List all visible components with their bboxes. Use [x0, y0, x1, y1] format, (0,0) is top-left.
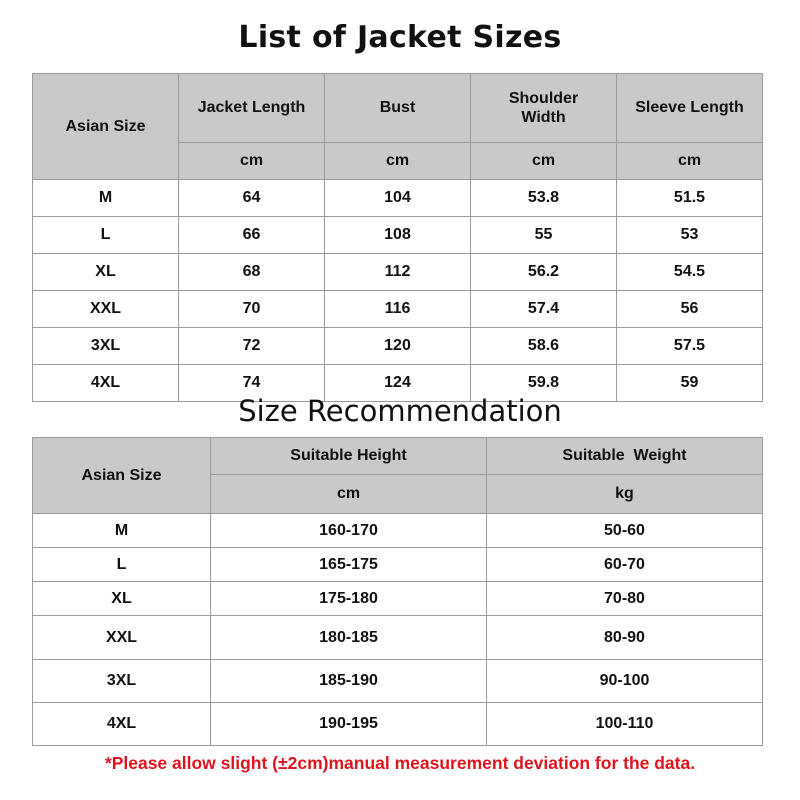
- value-cell: 50-60: [487, 514, 763, 548]
- size-cell: XXL: [33, 616, 211, 660]
- value-cell: 165-175: [211, 548, 487, 582]
- value-cell: 59: [617, 365, 763, 402]
- value-cell: 58.6: [471, 328, 617, 365]
- unit-label: kg: [487, 475, 763, 514]
- column-header-bust: Bust: [325, 74, 471, 143]
- value-cell: 70-80: [487, 582, 763, 616]
- size-cell: 3XL: [33, 328, 179, 365]
- measurement-deviation-note: *Please allow slight (±2cm)manual measurement deviation for the data.: [104, 753, 696, 773]
- value-cell: 190-195: [211, 703, 487, 746]
- value-cell: 64: [179, 180, 325, 217]
- value-cell: 104: [325, 180, 471, 217]
- value-cell: 68: [179, 254, 325, 291]
- page-title: List of Jacket Sizes: [238, 20, 562, 55]
- value-cell: 100-110: [487, 703, 763, 746]
- column-header-asian-size: Asian Size: [33, 438, 211, 514]
- unit-label: cm: [325, 143, 471, 180]
- size-cell: 4XL: [33, 703, 211, 746]
- column-header-suitable-height: Suitable Height: [211, 438, 487, 475]
- value-cell: 53.8: [471, 180, 617, 217]
- unit-label: cm: [617, 143, 763, 180]
- column-header-jacket-length: Jacket Length: [179, 74, 325, 143]
- value-cell: 70: [179, 291, 325, 328]
- value-cell: 57.4: [471, 291, 617, 328]
- unit-label: cm: [211, 475, 487, 514]
- size-cell: L: [33, 217, 179, 254]
- table-row: [33, 548, 763, 582]
- value-cell: 72: [179, 328, 325, 365]
- value-cell: 56.2: [471, 254, 617, 291]
- table-row: [33, 217, 763, 254]
- value-cell: 112: [325, 254, 471, 291]
- table-row: [33, 291, 763, 328]
- recommendation-header-row: [33, 438, 763, 475]
- value-cell: 185-190: [211, 660, 487, 703]
- table-row: [33, 703, 763, 746]
- value-cell: 60-70: [487, 548, 763, 582]
- value-cell: 51.5: [617, 180, 763, 217]
- column-header-shoulder-width: Shoulder Width: [471, 74, 617, 143]
- size-cell: 4XL: [33, 365, 179, 402]
- value-cell: 56: [617, 291, 763, 328]
- jacket-size-table: [32, 73, 763, 402]
- value-cell: 120: [325, 328, 471, 365]
- value-cell: 53: [617, 217, 763, 254]
- value-cell: 108: [325, 217, 471, 254]
- table-row: [33, 328, 763, 365]
- value-cell: 180-185: [211, 616, 487, 660]
- column-header-suitable-weight: Suitable Weight: [487, 438, 763, 475]
- value-cell: 74: [179, 365, 325, 402]
- size-cell: M: [33, 514, 211, 548]
- size-cell: XL: [33, 582, 211, 616]
- size-cell: XL: [33, 254, 179, 291]
- value-cell: 54.5: [617, 254, 763, 291]
- size-cell: L: [33, 548, 211, 582]
- column-header-sleeve-length: Sleeve Length: [617, 74, 763, 143]
- table-row: [33, 180, 763, 217]
- value-cell: 80-90: [487, 616, 763, 660]
- unit-label: cm: [471, 143, 617, 180]
- value-cell: 116: [325, 291, 471, 328]
- table-row: [33, 254, 763, 291]
- value-cell: 124: [325, 365, 471, 402]
- size-cell: M: [33, 180, 179, 217]
- size-cell: 3XL: [33, 660, 211, 703]
- value-cell: 57.5: [617, 328, 763, 365]
- unit-label: cm: [179, 143, 325, 180]
- table-row: [33, 616, 763, 660]
- table-row: [33, 660, 763, 703]
- value-cell: 90-100: [487, 660, 763, 703]
- section-title: Size Recommendation: [238, 394, 562, 428]
- value-cell: 55: [471, 217, 617, 254]
- table-row: [33, 514, 763, 548]
- value-cell: 66: [179, 217, 325, 254]
- jacket-header-row: [33, 74, 763, 143]
- value-cell: 59.8: [471, 365, 617, 402]
- value-cell: 175-180: [211, 582, 487, 616]
- value-cell: 160-170: [211, 514, 487, 548]
- column-header-asian-size: Asian Size: [33, 74, 179, 180]
- size-recommendation-table: [32, 437, 763, 746]
- table-row: [33, 582, 763, 616]
- size-cell: XXL: [33, 291, 179, 328]
